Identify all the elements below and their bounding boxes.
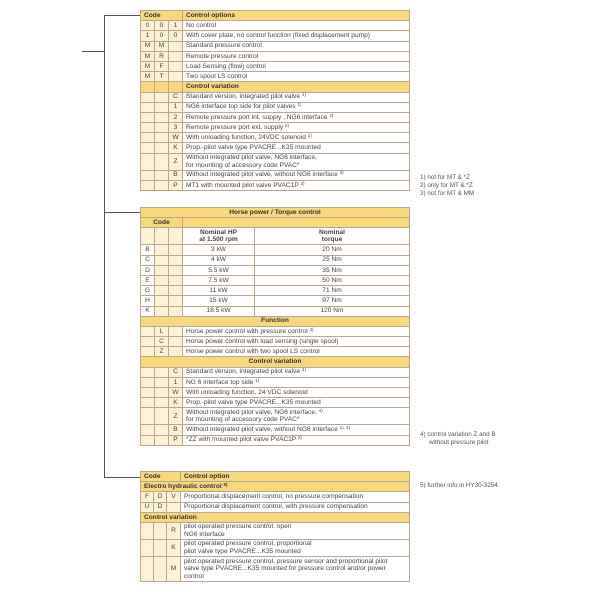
code-char: B: [169, 170, 183, 180]
code-char: [141, 367, 155, 377]
code-char: [155, 296, 169, 306]
control-variation-header: Control variation: [141, 512, 410, 522]
code-char: D: [141, 265, 155, 275]
code-char: [155, 425, 169, 435]
nominal-hp: 5.5 kW: [183, 265, 255, 275]
code-char: Z: [169, 153, 183, 170]
code-char: [155, 112, 169, 122]
table-row: [141, 367, 410, 377]
description: Proportional displacement control, no pressure compensation: [181, 492, 410, 502]
footnote: 3) not for MT & MM: [420, 189, 475, 197]
code-char: M: [155, 41, 169, 51]
table-row: [141, 492, 410, 502]
description: Without integrated pilot valve, without NG6 interface $^{1), 4)}$: [183, 425, 410, 435]
footnote-5: 5) further info in HY30-3254: [420, 482, 498, 489]
code-char: M: [141, 72, 155, 82]
code-char: [155, 255, 169, 265]
nominal-torque: 97 Nm: [255, 296, 410, 306]
code-char: G: [141, 286, 155, 296]
description: NG6 interface top side for pilot valves $^{1)}$: [183, 102, 410, 112]
code-char: [141, 143, 155, 153]
description: With unloading function, 24VDC solenoid $^{1)}$: [183, 133, 410, 143]
connector-table1: [104, 15, 140, 16]
code-char: [155, 170, 169, 180]
code-char: [154, 556, 167, 581]
code-char: [141, 92, 155, 102]
description: No control: [183, 21, 410, 31]
description: Remote pressure control: [183, 51, 410, 61]
code-char: 1: [169, 102, 183, 112]
code-char: [169, 286, 183, 296]
code-char: [141, 347, 155, 357]
table-row: [141, 326, 410, 336]
connector-vertical: [104, 15, 105, 478]
code-char: H: [141, 296, 155, 306]
table-row: [141, 133, 410, 143]
code-char: [154, 522, 167, 539]
code-char: [155, 367, 169, 377]
table-row: [141, 502, 410, 512]
code-char: [141, 133, 155, 143]
table-row: [141, 388, 410, 398]
code-char: [167, 502, 181, 512]
code-char: B: [169, 425, 183, 435]
code-char: F: [141, 492, 154, 502]
code-char: Z: [155, 347, 169, 357]
nominal-hp: 15 kW: [183, 296, 255, 306]
table-row: [141, 556, 410, 581]
table-row: [141, 102, 410, 112]
description: Prop.-pilot valve type PVACRE...K35 mounted: [183, 143, 410, 153]
description: Two spool LS control: [183, 72, 410, 82]
code-char: 1: [169, 377, 183, 387]
nominal-hp-header: Nominal HP at 1.500 rpm: [183, 228, 255, 245]
description: pilot operated pressure control, open NG6 interface: [181, 522, 410, 539]
code-char: K: [169, 143, 183, 153]
code-char: [169, 337, 183, 347]
table-row: [141, 435, 410, 445]
code-char: [169, 61, 183, 71]
code-char: [155, 435, 169, 445]
code-char: [169, 255, 183, 265]
code-char: [169, 275, 183, 285]
code-char: [155, 265, 169, 275]
code-char: C: [169, 367, 183, 377]
code-char: V: [167, 492, 181, 502]
code-char: F: [155, 61, 169, 71]
code-char: T: [155, 72, 169, 82]
connector-table2: [104, 212, 140, 213]
code-char: 0: [155, 21, 169, 31]
code-char: [155, 143, 169, 153]
code-char: [141, 123, 155, 133]
table-row: [141, 51, 410, 61]
table-row: [141, 539, 410, 556]
control-variation-header: Control variation: [141, 357, 410, 367]
code-char: [169, 347, 183, 357]
code-char: [169, 72, 183, 82]
description: NG 6 interface top side $^{1)}$: [183, 377, 410, 387]
code-char: W: [169, 388, 183, 398]
table-row: [141, 61, 410, 71]
code-char: C: [169, 92, 183, 102]
nominal-hp: 3 kW: [183, 245, 255, 255]
nominal-torque: 120 Nm: [255, 306, 410, 316]
variation-header-row: [141, 82, 410, 92]
code-char: C: [155, 337, 169, 347]
description: Without integrated pilot valve, NG6 interface, for mounting of accessory code PVAC*: [183, 153, 410, 170]
nominal-torque: 71 Nm: [255, 286, 410, 296]
description: Horse power control with load sensing (single spool): [183, 337, 410, 347]
control-options-table: [140, 10, 410, 191]
code-char: [141, 170, 155, 180]
horse-power-torque-table: [140, 207, 410, 446]
table-row: [141, 180, 410, 190]
code-char: [141, 112, 155, 122]
hp-torque-title: Horse power / Torque control: [141, 208, 410, 218]
code-char: K: [167, 539, 181, 556]
description: Standard version, integrated pilot valve $^{1)}$: [183, 367, 410, 377]
description: Standard version, integrated pilot valve $^{1)}$: [183, 92, 410, 102]
code-char: [155, 408, 169, 425]
description: Load Sensing (flow) control: [183, 61, 410, 71]
table-row: [141, 337, 410, 347]
table-row: [141, 72, 410, 82]
control-options-header: Control options: [183, 11, 410, 21]
table-row: [141, 123, 410, 133]
code-char: [141, 102, 155, 112]
code-char: [141, 522, 154, 539]
nominal-torque: 20 Nm: [255, 245, 410, 255]
code-char: [141, 337, 155, 347]
code-char: U: [141, 502, 154, 512]
code-char: D: [154, 502, 167, 512]
code-char: K: [169, 398, 183, 408]
table-row: [141, 408, 410, 425]
nominal-hp: 11 kW: [183, 286, 255, 296]
description: Remote pressure port int. supply , NG6 interface $^{2)}$: [183, 112, 410, 122]
code-char: R: [155, 51, 169, 61]
table-row: [141, 296, 410, 306]
code-char: [155, 286, 169, 296]
footnote-4: 4) control variation Z and B without pressure pilot: [420, 431, 496, 446]
table-row: [141, 377, 410, 387]
code-char: [155, 377, 169, 387]
code-char: E: [141, 275, 155, 285]
table-row: [141, 143, 410, 153]
footnote: 2) only for MT & *Z: [420, 181, 473, 189]
code-char: [169, 51, 183, 61]
code-char: [169, 326, 183, 336]
nominal-torque: 50 Nm: [255, 275, 410, 285]
table-row: [141, 245, 410, 255]
code-char: D: [154, 492, 167, 502]
code-char: R: [167, 522, 181, 539]
nominal-torque-header: Nominal torque: [255, 228, 410, 245]
code-char: 1: [169, 21, 183, 31]
code-header: Code: [141, 218, 183, 228]
code-char: P: [169, 180, 183, 190]
code-char: 1: [141, 31, 155, 41]
code-char: [141, 180, 155, 190]
nominal-hp: 7.5 kW: [183, 275, 255, 285]
table-row: [141, 170, 410, 180]
code-char: L: [155, 326, 169, 336]
table-row: [141, 92, 410, 102]
code-char: M: [141, 61, 155, 71]
code-char: [141, 388, 155, 398]
code-char: 0: [141, 21, 155, 31]
footnote: 1) not for MT & *Z: [420, 174, 470, 181]
description: Horse power control with two spool LS control: [183, 347, 410, 357]
footnotes-1: [420, 174, 474, 198]
code-char: [155, 102, 169, 112]
code-char: [154, 539, 167, 556]
description: Prop.-pilot valve type PVACRE...K35 mounted: [183, 398, 410, 408]
code-char: B: [141, 245, 155, 255]
table-header: [141, 11, 410, 21]
code-char: [155, 133, 169, 143]
nominal-torque: 35 Nm: [255, 265, 410, 275]
description: pilot operated pressure control, proportional pilot valve type PVACRE...K35 mounted: [181, 539, 410, 556]
code-char: [155, 245, 169, 255]
code-char: M: [141, 41, 155, 51]
table-row: [141, 286, 410, 296]
code-header: Code: [141, 472, 181, 482]
code-char: [169, 296, 183, 306]
table-row: [141, 347, 410, 357]
description: With cover plate, no control function (fixed displacement pump): [183, 31, 410, 41]
code-char: 2: [169, 112, 183, 122]
table-row: [141, 153, 410, 170]
code-char: [141, 398, 155, 408]
connector-table3: [104, 477, 140, 478]
table-row: [141, 306, 410, 316]
table-row: [141, 398, 410, 408]
code-char: [169, 245, 183, 255]
electro-hydraulic-table: [140, 471, 410, 582]
description: *ZZ with mounted pilot valve PVAC1P $^{2)}$: [183, 435, 410, 445]
code-char: [155, 92, 169, 102]
description: Horse power control with pressure control $^{4)}$: [183, 326, 410, 336]
table-row: [141, 41, 410, 51]
code-char: [155, 123, 169, 133]
code-char: M: [141, 51, 155, 61]
code-char: [141, 539, 154, 556]
description: Standard pressure control: [183, 41, 410, 51]
description: MT1 with mounted pilot valve PVAC1P $^{2)}$: [183, 180, 410, 190]
description: Proportional displacement control, with pressure compensation: [181, 502, 410, 512]
control-option-header: Control option: [181, 472, 410, 482]
description: Without integrated pilot valve, NG6 interface, $^{4)}$ for mounting of accessory code PVAC*: [183, 408, 410, 425]
code-char: [155, 275, 169, 285]
code-char: M: [167, 556, 181, 581]
table-row: [141, 275, 410, 285]
code-char: [169, 41, 183, 51]
code-char: 0: [169, 31, 183, 41]
table-row: [141, 522, 410, 539]
description: Without integrated pilot valve, without NG6 interface $^{3)}$: [183, 170, 410, 180]
code-char: [155, 153, 169, 170]
code-char: [141, 153, 155, 170]
code-char: [141, 425, 155, 435]
description: pilot operated pressure control, pressure sensor and proportional pilot valve type PVACRE...K35 mounted for pressure control and/or power control: [181, 556, 410, 581]
code-char: [155, 398, 169, 408]
table-row: [141, 21, 410, 31]
code-char: P: [169, 435, 183, 445]
electro-hydraulic-group: Electro hydraulic control $^{5)}$: [141, 482, 410, 492]
code-char: [141, 435, 155, 445]
code-char: [141, 377, 155, 387]
code-char: 0: [155, 31, 169, 41]
connector-stub: [82, 51, 104, 52]
table-row: [141, 31, 410, 41]
table-row: [141, 425, 410, 435]
code-char: [141, 408, 155, 425]
nominal-hp: 18.5 kW: [183, 306, 255, 316]
code-char: [155, 388, 169, 398]
description: With unloading function, 24 VDC solenoid: [183, 388, 410, 398]
nominal-torque: 25 Nm: [255, 255, 410, 265]
code-char: [155, 306, 169, 316]
code-char: [169, 265, 183, 275]
code-char: 3: [169, 123, 183, 133]
code-char: W: [169, 133, 183, 143]
description: Remote pressure port ext. supply $^{2)}$: [183, 123, 410, 133]
table-row: [141, 255, 410, 265]
code-char: [155, 180, 169, 190]
table-row: [141, 265, 410, 275]
code-header: Code: [141, 11, 183, 21]
nominal-hp: 4 kW: [183, 255, 255, 265]
code-char: K: [141, 306, 155, 316]
code-char: [169, 306, 183, 316]
function-header: Function: [141, 316, 410, 326]
code-char: C: [141, 255, 155, 265]
control-variation-header: Control variation: [183, 82, 410, 92]
code-char: [141, 556, 154, 581]
table-row: [141, 112, 410, 122]
code-char: [141, 326, 155, 336]
code-char: Z: [169, 408, 183, 425]
